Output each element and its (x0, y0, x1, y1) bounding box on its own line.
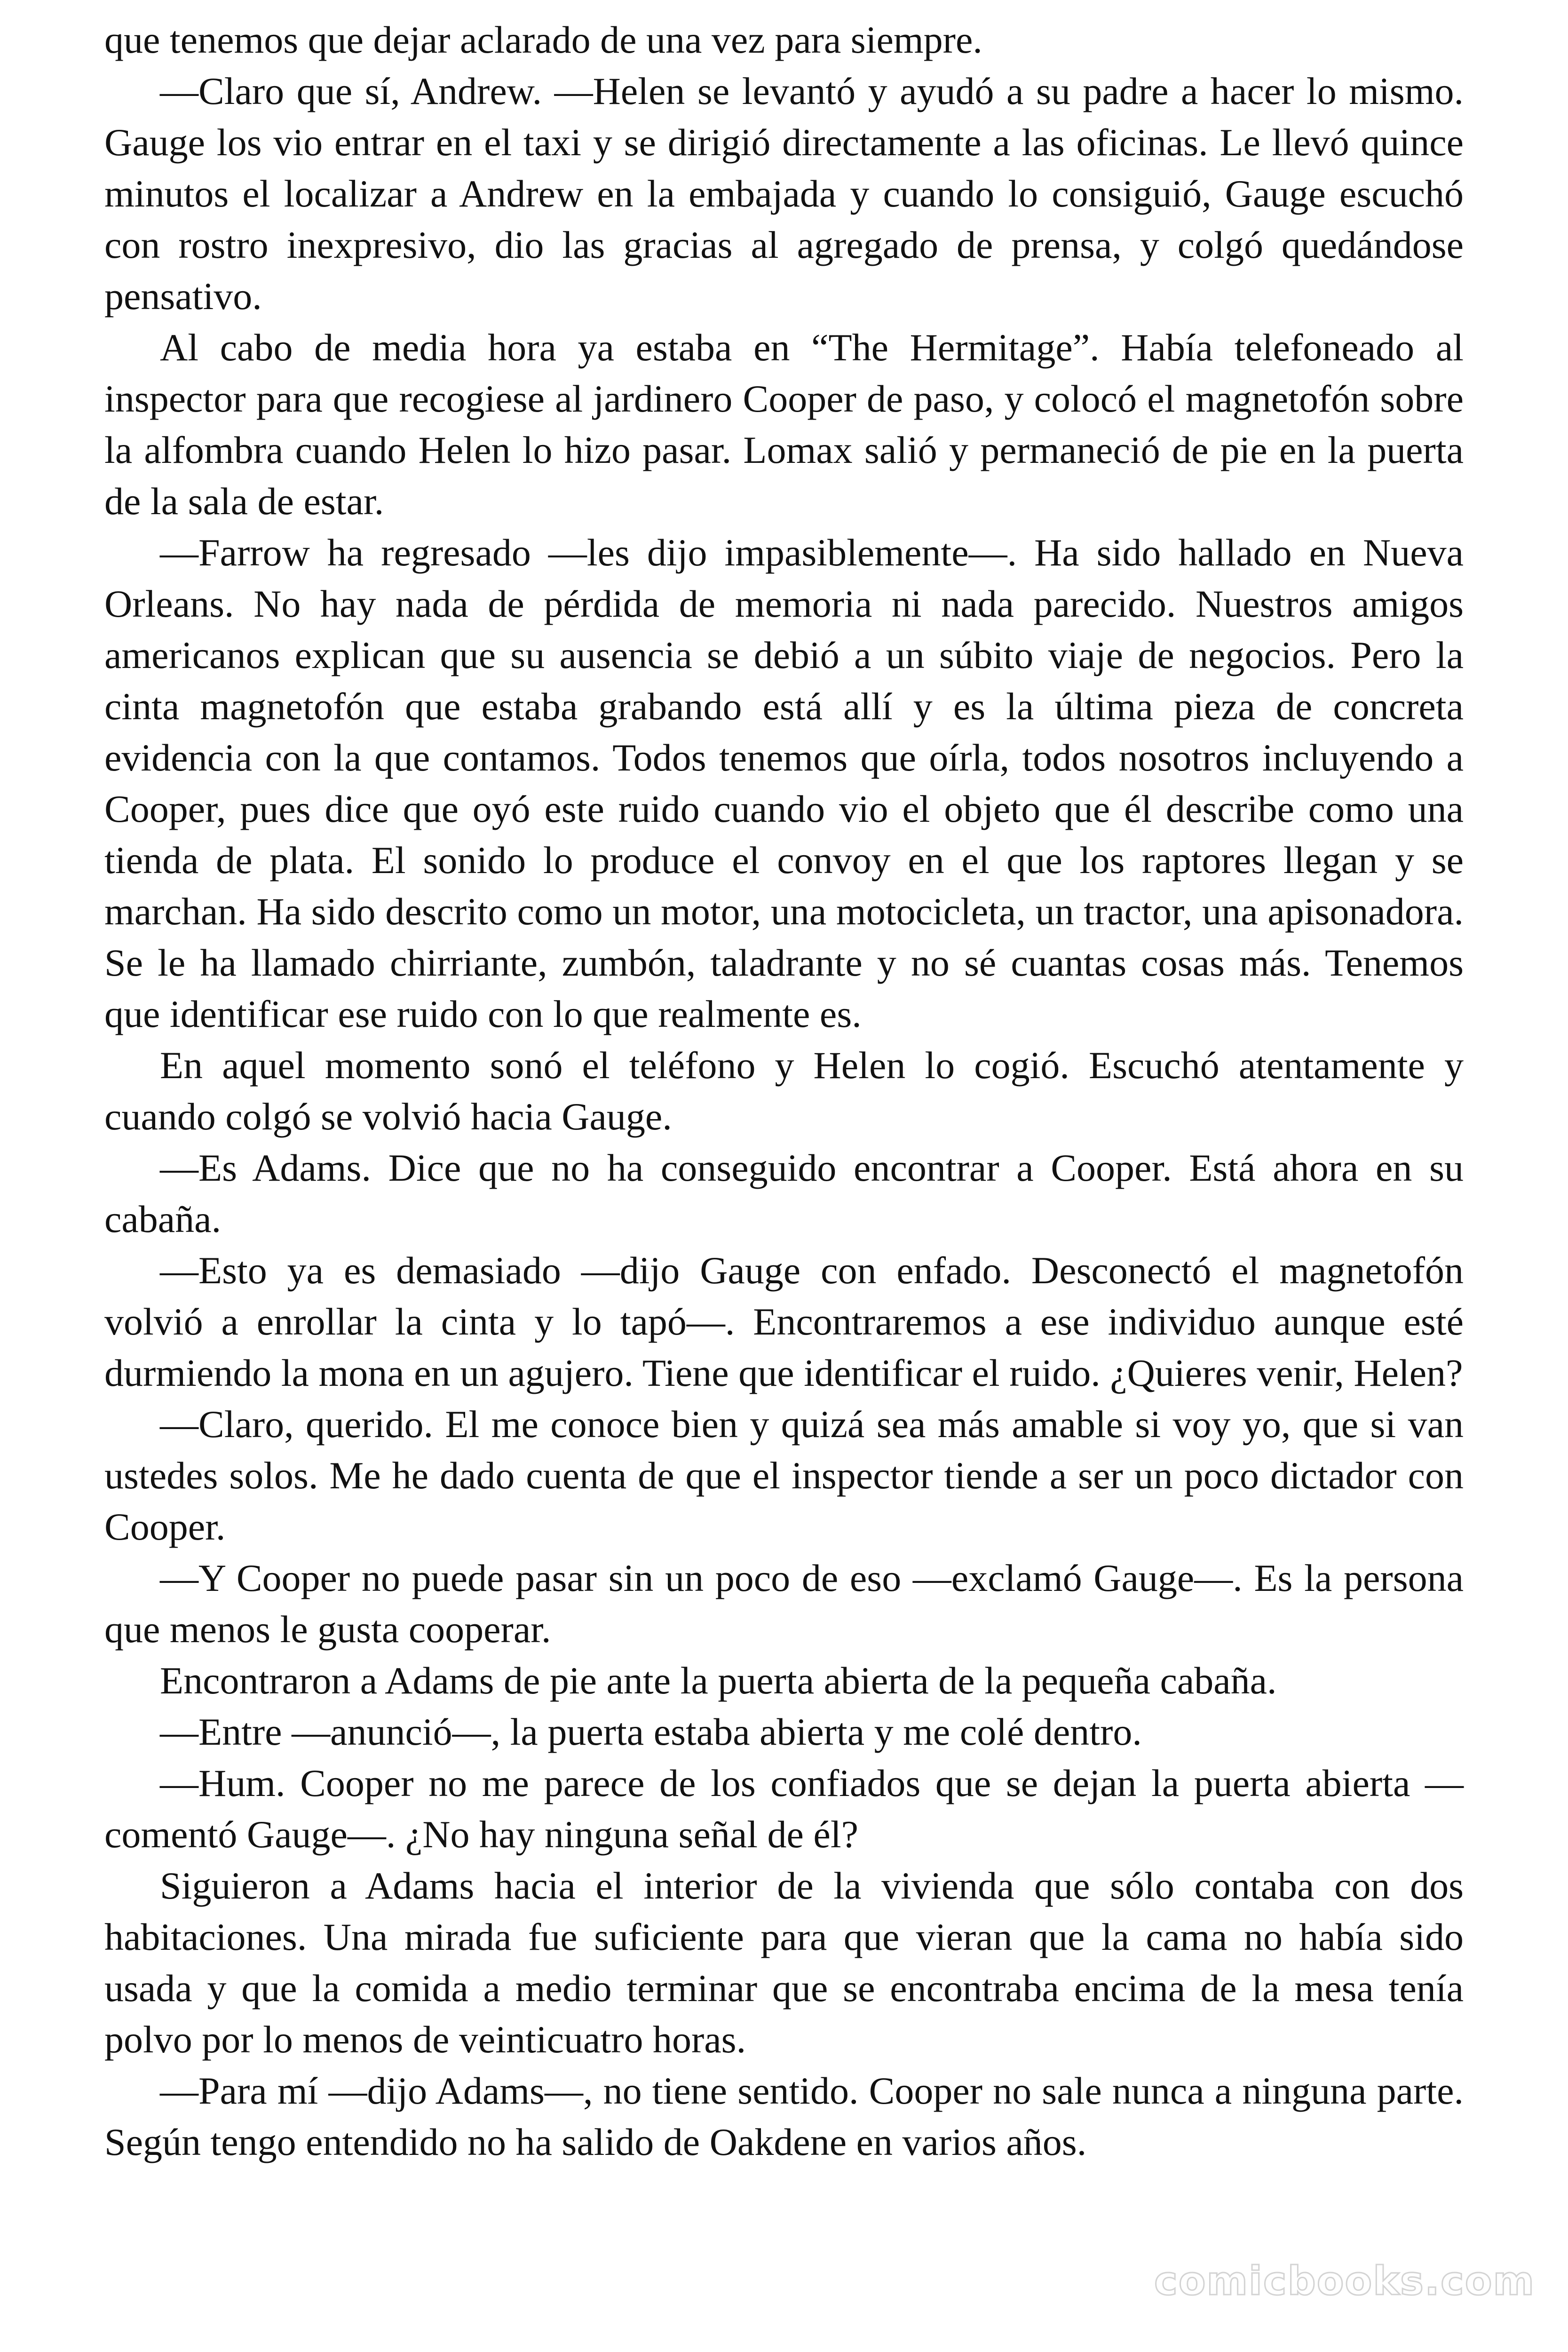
paragraph: Siguieron a Adams hacia el interior de la vivienda que sólo contaba con dos habitaciones. Una mirada fue suficiente para que vieran que la cama no había sido usada y que la comida a medio terminar que se encontraba encima de la mesa tenía polvo por lo menos de veinticuatro horas. (104, 1864, 1464, 2061)
paragraph: —Claro, querido. El me conoce bien y quizá sea más amable si voy yo, que si van ustedes solos. Me he dado cuenta de que el inspector tiende a ser un poco dictador con Cooper. (104, 1403, 1464, 1548)
body-text (104, 14, 1464, 2168)
paragraph: Encontraron a Adams de pie ante la puerta abierta de la pequeña cabaña. (160, 1659, 1277, 1702)
paragraph: —Entre —anunció—, la puerta estaba abierta y me colé dentro. (160, 1710, 1142, 1753)
paragraph: —Y Cooper no puede pasar sin un poco de eso —exclamó Gauge—. Es la persona que menos le gusta cooperar. (104, 1557, 1464, 1651)
paragraph: —Esto ya es demasiado —dijo Gauge con enfado. Desconectó el magnetofón volvió a enrollar la cinta y lo tapó—. Encontraremos a ese individuo aunque esté durmiendo la mona en un agujero. Tiene que identificar el ruido. ¿Quieres venir, Helen? (104, 1249, 1464, 1394)
watermark: comicbooks.com (1154, 2258, 1535, 2304)
paragraph: —Claro que sí, Andrew. —Helen se levantó y ayudó a su padre a hacer lo mismo. Gauge los vio entrar en el taxi y se dirigió directamente a las oficinas. Le llevó quince minutos el localizar a Andrew en la embajada y cuando lo consiguió, Gauge escuchó con rostro inexpresivo, dio las gracias al agregado de prensa, y colgó quedándose pensativo. (104, 70, 1464, 318)
paragraph: —Es Adams. Dice que no ha conseguido encontrar a Cooper. Está ahora en su cabaña. (104, 1146, 1464, 1240)
paragraph: —Para mí —dijo Adams—, no tiene sentido. Cooper no sale nunca a ninguna parte. Según tengo entendido no ha salido de Oakdene en varios años. (104, 2069, 1464, 2163)
paragraph: que tenemos que dejar aclarado de una vez para siempre. (104, 18, 982, 61)
paragraph: —Hum. Cooper no me parece de los confiados que se dejan la puerta abierta —comentó Gauge—. ¿No hay ninguna señal de él? (104, 1762, 1464, 1856)
paragraph: En aquel momento sonó el teléfono y Helen lo cogió. Escuchó atentamente y cuando colgó se volvió hacia Gauge. (104, 1044, 1464, 1138)
paragraph: —Farrow ha regresado —les dijo impasiblemente—. Ha sido hallado en Nueva Orleans. No hay nada de pérdida de memoria ni nada parecido. Nuestros amigos americanos explican que su ausencia se debió a un súbito viaje de negocios. Pero la cinta magnetofón que estaba grabando está allí y es la última pieza de concreta evidencia con la que contamos. Todos tenemos que oírla, todos nosotros incluyendo a Cooper, pues dice que oyó este ruido cuando vio el objeto que él describe como una tienda de plata. El sonido lo produce el convoy en el que los raptores llegan y se marchan. Ha sido descrito como un motor, una motocicleta, un tractor, una apisonadora. Se le ha llamado chirriante, zumbón, taladrante y no sé cuantas cosas más. Tenemos que identificar ese ruido con lo que realmente es. (104, 531, 1464, 1035)
paragraph: Al cabo de media hora ya estaba en “The Hermitage”. Había telefoneado al inspector para que recogiese al jardinero Cooper de paso, y colocó el magnetofón sobre la alfombra cuando Helen lo hizo pasar. Lomax salió y permaneció de pie en la puerta de la sala de estar. (104, 326, 1464, 523)
